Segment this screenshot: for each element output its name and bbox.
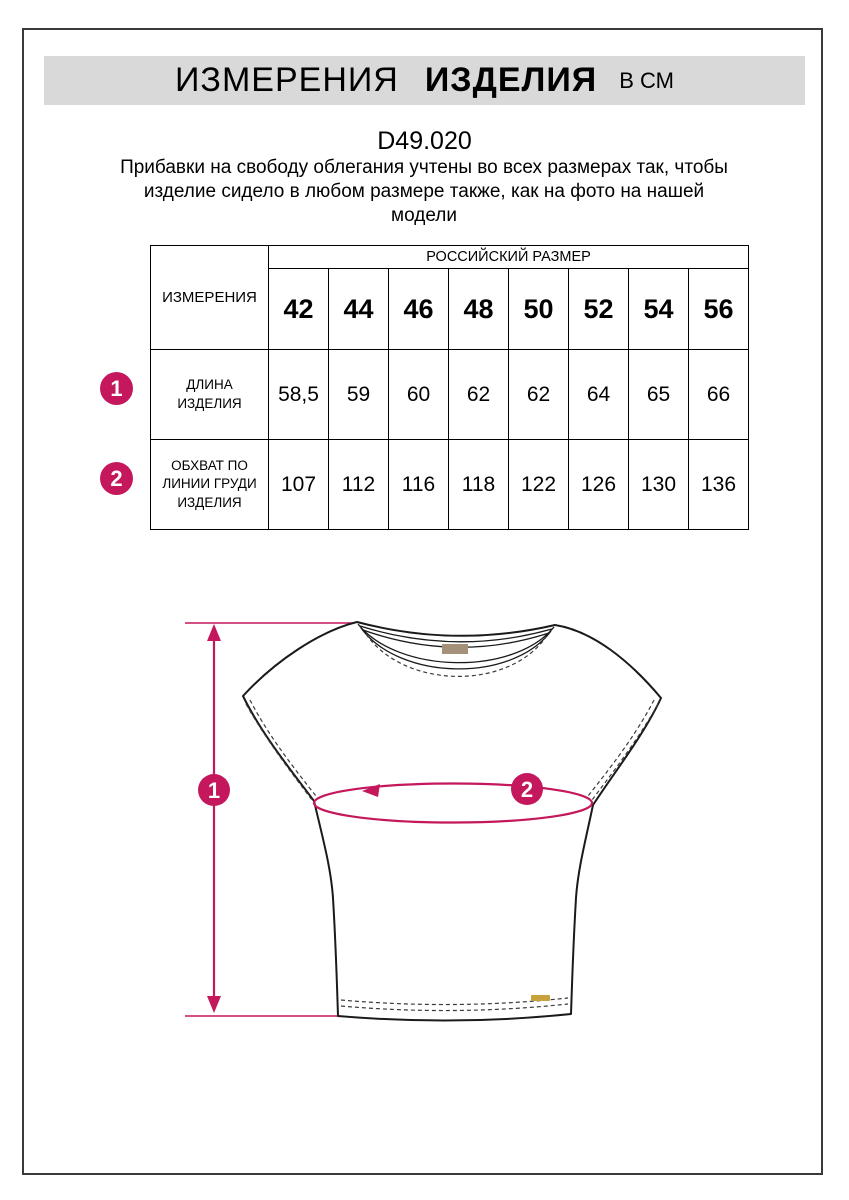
girth-value: 112 — [329, 440, 389, 530]
intro-line: Прибавки на свободу облегания учтены во всех размерах так, чтобы — [120, 157, 728, 178]
neck-label — [442, 644, 468, 654]
arrow-up-icon — [207, 624, 221, 641]
row-label-chest-girth: ОБХВАТ ПО ЛИНИИ ГРУДИ ИЗДЕЛИЯ — [151, 440, 269, 530]
title-measurements: ИЗМЕРЕНИЯ — [174, 61, 399, 99]
title-unit: В СМ — [619, 67, 674, 93]
girth-value: 126 — [569, 440, 629, 530]
diagram-marker-2-label: 2 — [520, 777, 534, 802]
size-table — [150, 245, 749, 530]
size-56: 56 — [689, 269, 749, 350]
tshirt-technical-drawing — [180, 598, 700, 1048]
girth-value: 130 — [629, 440, 689, 530]
row-marker-1-badge: 1 — [100, 372, 133, 405]
intro-line: модели — [391, 205, 457, 226]
size-42: 42 — [269, 269, 329, 350]
intro-line: изделие сидело в любом размере также, как на фото на нашей — [143, 181, 705, 202]
size-52: 52 — [569, 269, 629, 350]
length-value: 60 — [389, 350, 449, 440]
size-48: 48 — [449, 269, 509, 350]
table-row-chest-girth — [151, 440, 749, 530]
girth-value: 136 — [689, 440, 749, 530]
size-50: 50 — [509, 269, 569, 350]
length-value: 66 — [689, 350, 749, 440]
girth-value: 122 — [509, 440, 569, 530]
length-value: 59 — [329, 350, 389, 440]
row-label-length: ДЛИНА ИЗДЕЛИЯ — [151, 350, 269, 440]
size-46: 46 — [389, 269, 449, 350]
hem-brand-label — [531, 995, 550, 1001]
size-54: 54 — [629, 269, 689, 350]
title-product-word: ИЗДЕЛИЯ — [424, 61, 598, 99]
length-value: 62 — [449, 350, 509, 440]
size-44: 44 — [329, 269, 389, 350]
arrow-down-icon — [207, 996, 221, 1013]
length-value: 64 — [569, 350, 629, 440]
girth-value: 118 — [449, 440, 509, 530]
russian-size-header: РОССИЙСКИЙ РАЗМЕР — [269, 246, 749, 269]
table-row-length — [151, 350, 749, 440]
title-banner — [44, 56, 805, 105]
length-value: 65 — [629, 350, 689, 440]
tshirt-outline — [243, 622, 661, 1021]
row-marker-2-badge: 2 — [100, 462, 133, 495]
girth-value: 107 — [269, 440, 329, 530]
measurements-column-header: ИЗМЕРЕНИЯ — [151, 246, 269, 350]
girth-value: 116 — [389, 440, 449, 530]
length-value: 58,5 — [269, 350, 329, 440]
length-value: 62 — [509, 350, 569, 440]
diagram-marker-1-label: 1 — [207, 778, 221, 803]
intro-text — [104, 156, 744, 228]
product-code: D49.020 — [377, 127, 472, 155]
